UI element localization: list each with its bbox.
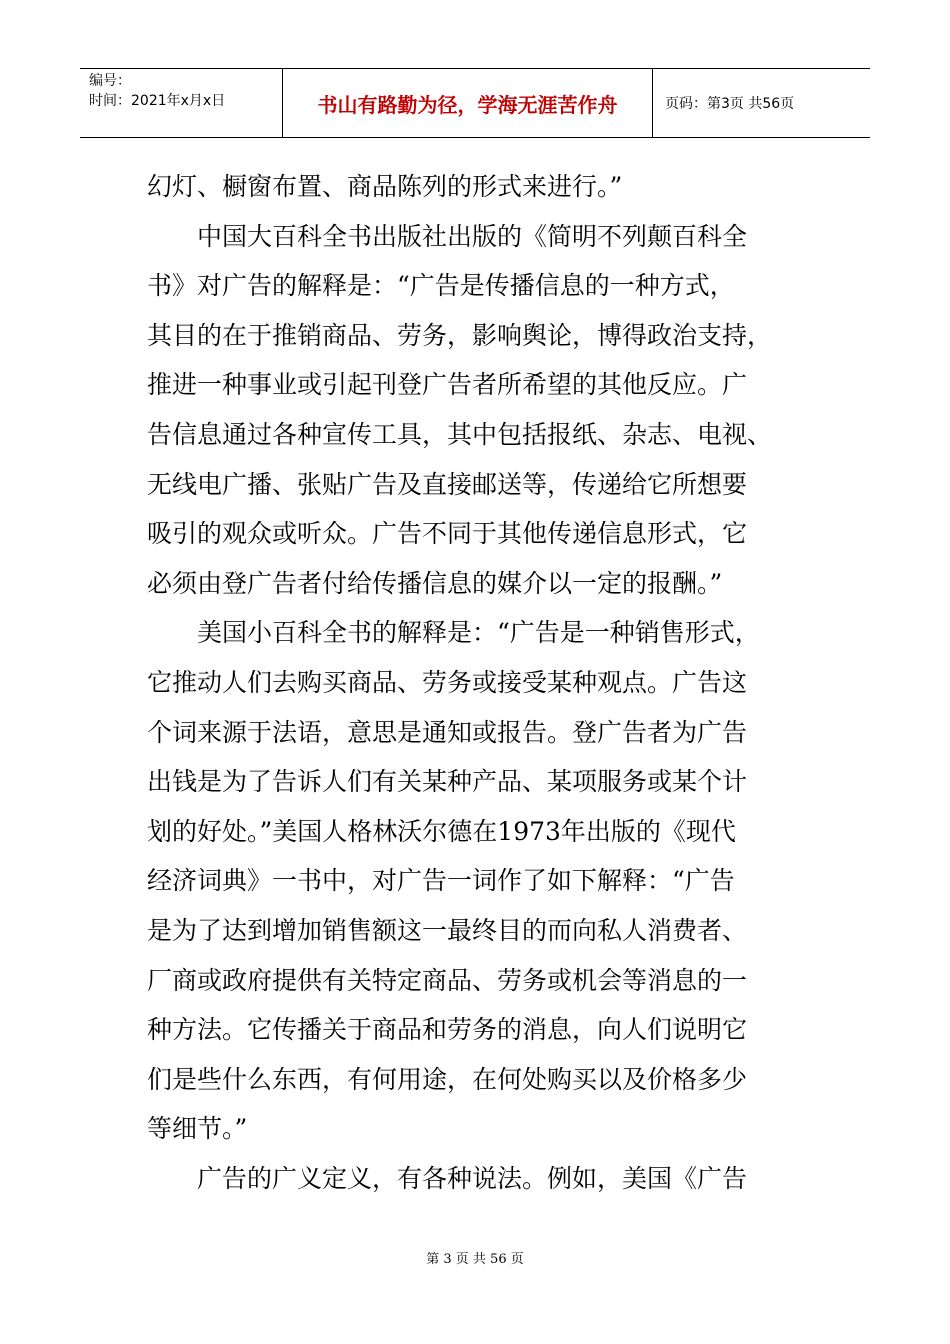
body-line: 们是些什么东西，有何用途，在何处购买以及价格多少 (147, 1064, 748, 1094)
document-body (147, 162, 807, 1203)
body-line: 幻灯、橱窗布置、商品陈列的形式来进行。” (147, 172, 623, 201)
header-page-info: 页码：第3页 共56页 (665, 96, 795, 112)
body-line: 广告的广义定义，有各种说法。例如，美国《广告 (147, 1163, 748, 1193)
body-line: 其目的在于推销商品、劳务，影响舆论，博得政治支持， (147, 320, 773, 350)
document-number-label: 编号： (89, 73, 131, 89)
body-line: 中国大百科全书出版社出版的《简明不列颠百科全 (147, 221, 748, 251)
body-line: 厂商或政府提供有关特定商品、劳务或机会等消息的一 (147, 965, 748, 995)
body-line: 出钱是为了告诉人们有关某种产品、某项服务或某个计 (147, 767, 748, 797)
body-line: 美国小百科全书的解释是：“广告是一种销售形式， (147, 618, 760, 648)
body-line: 是为了达到增加销售额这一最终目的而向私人消费者、 (147, 915, 748, 945)
body-line: 个词来源于法语，意思是通知或报告。登广告者为广告 (147, 717, 748, 747)
body-line: 无线电广播、张贴广告及直接邮送等，传递给它所想要 (147, 469, 748, 499)
document-date: 时间：2021年x月x日 (89, 93, 226, 109)
body-line: 书》对广告的解释是：“广告是传播信息的一种方式， (147, 271, 735, 301)
body-line: 等细节。” (147, 1114, 248, 1144)
body-line: 经济词典》一书中，对广告一词作了如下解释：“广告 (147, 866, 735, 896)
page-footer: 第 3 页 共 56 页 (426, 1252, 524, 1267)
body-line: 推进一种事业或引起刊登广告者所希望的其他反应。广 (147, 370, 748, 400)
header-motto: 书山有路勤为径，学海无涯苦作舟 (283, 69, 653, 137)
body-line: 划的好处。”美国人格林沃尔德在1973年出版的《现代 (147, 816, 736, 846)
header-meta (80, 69, 283, 137)
body-line: 它推动人们去购买商品、劳务或接受某种观点。广告这 (147, 667, 748, 697)
page-header (80, 68, 870, 138)
body-line: 种方法。它传播关于商品和劳务的消息，向人们说明它 (147, 1015, 748, 1045)
body-line: 必须由登广告者付给传播信息的媒介以一定的报酬。” (147, 568, 723, 598)
body-line: 吸引的观众或听众。广告不同于其他传递信息形式，它 (147, 519, 748, 549)
body-line: 告信息通过各种宣传工具，其中包括报纸、杂志、电视、 (147, 419, 773, 449)
